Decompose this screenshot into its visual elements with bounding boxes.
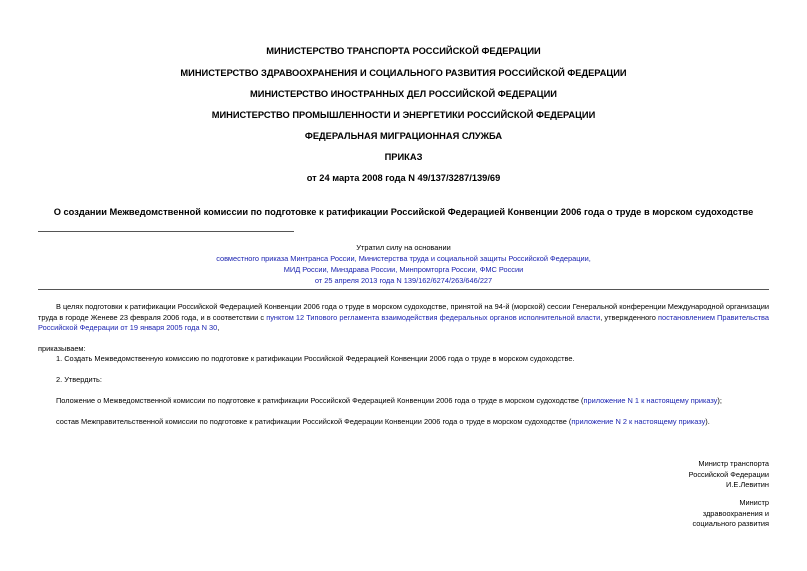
- short-divider: [38, 231, 294, 232]
- preamble-text-3: ,: [217, 323, 220, 333]
- header-ministry-industry: МИНИСТЕРСТВО ПРОМЫШЛЕННОСТИ И ЭНЕРГЕТИКИ РОССИЙСКОЙ ФЕДЕРАЦИИ: [211, 110, 596, 120]
- preamble-link-regulation[interactable]: пунктом 12 Типового регламента взаимодействия федеральных органов исполнительной власти: [266, 312, 601, 322]
- preamble-text-1: В целях подготовки к ратификации Российской Федерацией Конвенции 2006 года о труде в морском судоходстве, принятой на 94-й (морской) сессии Генеральной конференции Международной организации труда в городе Женеве 23 февраля 2006 года, и в соответствии с: [38, 302, 769, 322]
- signature-transport: [689, 459, 769, 491]
- order-word: приказываем:: [38, 344, 86, 353]
- signature-health-title: Министр: [739, 498, 769, 507]
- signature-transport-country: Российской Федерации: [688, 469, 769, 479]
- note-line-1: Утратил силу на основании: [356, 243, 451, 252]
- header-ministry-health: МИНИСТЕРСТВО ЗДРАВООХРАНЕНИЯ И СОЦИАЛЬНОГО РАЗВИТИЯ РОССИЙСКОЙ ФЕДЕРАЦИИ: [180, 68, 627, 78]
- document-title: О создании Межведомственной комиссии по подготовке к ратификации Российской Федерацией Конвенции 2006 года о труде в морском судоходстве: [53, 207, 754, 217]
- approve-item-1: [56, 396, 722, 407]
- signature-transport-name: И.Е.Левитин: [726, 480, 769, 490]
- header-date: от 24 марта 2008 года N 49/137/3287/139/69: [306, 173, 501, 183]
- header-ministry-transport: МИНИСТЕРСТВО ТРАНСПОРТА РОССИЙСКОЙ ФЕДЕРАЦИИ: [266, 46, 541, 56]
- preamble-paragraph: [38, 302, 769, 334]
- approve-item-2-end: ).: [705, 417, 710, 426]
- approve-item-1-end: );: [717, 396, 722, 405]
- header-ministry-foreign: МИНИСТЕРСТВО ИНОСТРАННЫХ ДЕЛ РОССИЙСКОЙ ФЕДЕРАЦИИ: [250, 89, 557, 99]
- preamble-link-resolution[interactable]: постановлением Правительства Российской Федерации от 19 января 2005 года N 30: [38, 312, 770, 333]
- approve-item-2-text: состав Межправительственной комиссии по подготовке к ратификации Российской Федерации Конвенции 2006 года о труде в морском судоходстве (: [56, 417, 572, 426]
- signature-health-line-3: социального развития: [692, 519, 769, 529]
- note-link-line-2[interactable]: совместного приказа Минтранса России, Министерства труда и социальной защиты Российской Федерации,: [216, 254, 591, 263]
- header-migration-service: ФЕДЕРАЛЬНАЯ МИГРАЦИОННАЯ СЛУЖБА: [304, 131, 503, 141]
- signature-health-line-2: здравоохранения и: [702, 508, 769, 518]
- signature-health: [692, 498, 769, 530]
- item-1: 1. Создать Межведомственную комиссию по подготовке к ратификации Российской Федерацией Конвенции 2006 года о труде в морском судоходстве.: [56, 354, 575, 363]
- item-2: 2. Утвердить:: [56, 375, 102, 384]
- approve-item-1-link[interactable]: приложение N 1 к настоящему приказу: [583, 396, 718, 405]
- note-link-line-4[interactable]: от 25 апреля 2013 года N 139/162/6274/263/646/227: [314, 276, 493, 285]
- approve-item-2-link[interactable]: приложение N 2 к настоящему приказу: [571, 417, 706, 426]
- approve-item-2: [56, 417, 710, 428]
- preamble-text-2: , утвержденного: [600, 312, 658, 322]
- long-divider: [38, 289, 769, 290]
- header-order: ПРИКАЗ: [384, 152, 423, 162]
- approve-item-1-text: Положение о Межведомственной комиссии по подготовке к ратификации Российской Федерацией Конвенции 2006 года о труде в морском судоходстве (: [56, 396, 584, 405]
- signature-transport-title: Министр транспорта: [698, 459, 769, 468]
- note-link-line-3[interactable]: МИД России, Минздрава России, Минпромторга России, ФМС России: [283, 265, 524, 274]
